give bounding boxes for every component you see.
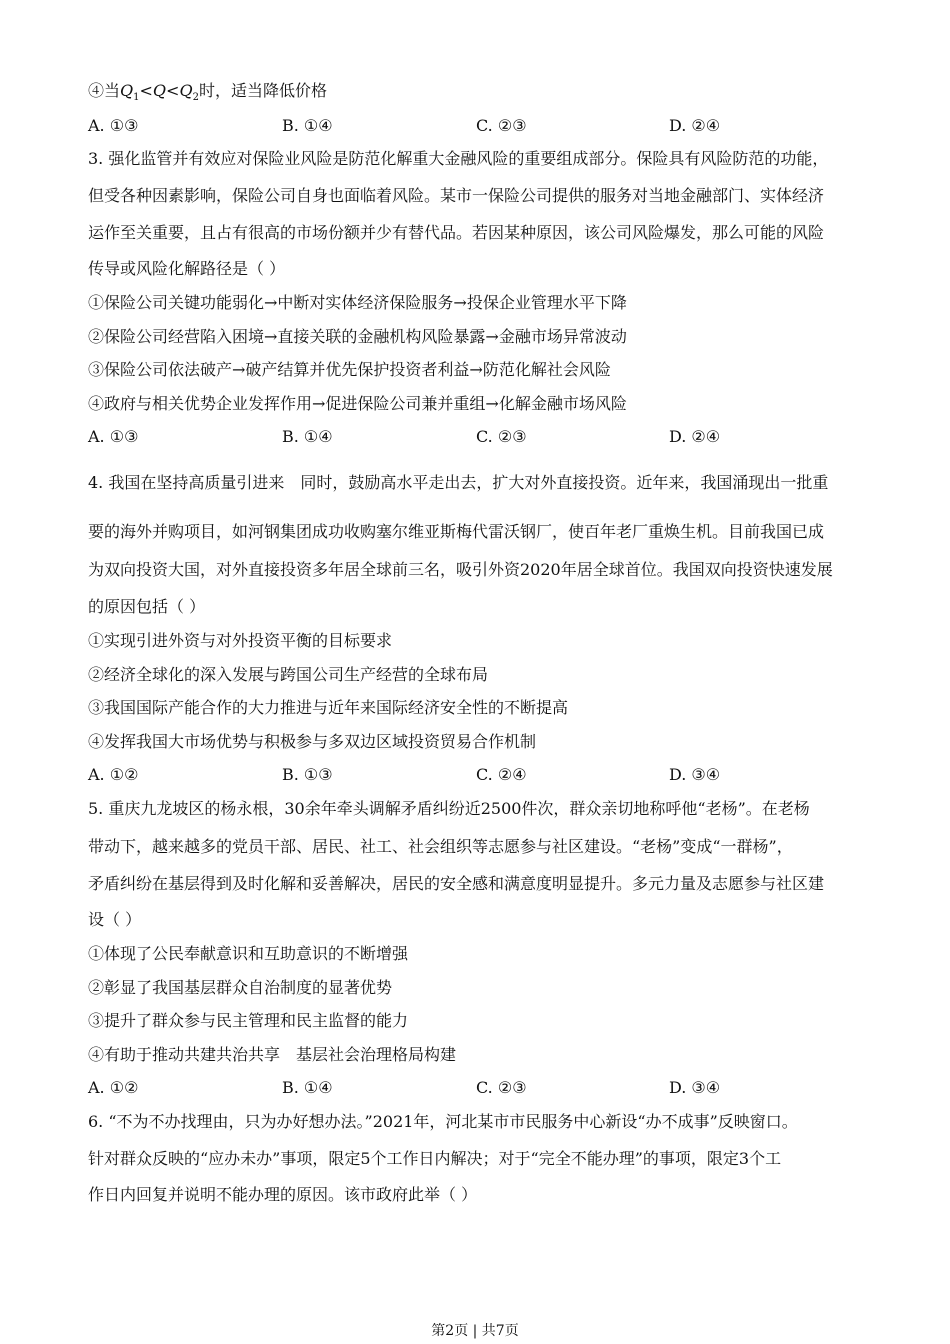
question-3-line-1: 3. 强化监管并有效应对保险业风险是防范化解重大金融风险的重要组成部分。保险具有风险防范的功能， <box>88 149 829 168</box>
option-c: C. ②③ <box>476 427 527 446</box>
question-5-line-3: 矛盾纠纷在基层得到及时化解和妥善解决，居民的安全感和满意度明显提升。多元力量及志愿参与社区建 <box>88 874 825 893</box>
question-4-line-3: 为双向投资大国，对外直接投资多年居全球前三名，吸引外资2020年居全球首位。我国双向投资快速发展 <box>88 560 833 579</box>
question-6-line-1: 6. “不为不办找理由，只为办好想办法。”2021年，河北某市市民服务中心新设“办不成事”反映窗口。 <box>88 1112 798 1131</box>
question-6-line-2: 针对群众反映的“应办未办”事项，限定5个工作日内解决；对于“完全不能办理”的事项，限定3个工 <box>88 1149 782 1168</box>
q3-statement-1: ①保险公司关键功能弱化→中断对实体经济保险服务→投保企业管理水平下降 <box>88 293 627 312</box>
question-6-line-3: 作日内回复并说明不能办理的原因。该市政府此举（ ） <box>88 1185 478 1204</box>
statement-4: ④当$Q_1<Q<Q_2$时，适当降低价格 <box>88 81 327 104</box>
options-q2 <box>88 115 863 137</box>
options-q3 <box>88 426 863 448</box>
page-footer: 第2页 | 共7页 <box>431 1323 519 1339</box>
option-c: C. ②③ <box>476 116 527 135</box>
question-3-line-3: 运作至关重要，且占有很高的市场份额并少有替代品。若因某种原因，该公司风险爆发，那么可能的风险 <box>88 223 825 242</box>
question-3-line-2: 但受各种因素影响，保险公司自身也面临着风险。某市一保险公司提供的服务对当地金融部门、实体经济 <box>88 186 825 205</box>
option-a: A. ①② <box>88 1078 139 1097</box>
option-c: C. ②③ <box>476 1078 527 1097</box>
option-d: D. ②④ <box>669 427 721 446</box>
option-d: D. ③④ <box>669 1078 721 1097</box>
q5-statement-1: ①体现了公民奉献意识和互助意识的不断增强 <box>88 944 409 963</box>
option-d: D. ③④ <box>669 765 721 784</box>
options-q5 <box>88 1077 863 1099</box>
question-3-line-4: 传导或风险化解路径是（ ） <box>88 259 286 278</box>
question-5-line-2: 带动下，越来越多的党员干部、居民、社工、社会组织等志愿参与社区建设。“老杨”变成“一群杨”， <box>88 837 793 856</box>
option-a: A. ①② <box>88 765 139 784</box>
option-d: D. ②④ <box>669 116 721 135</box>
q5-statement-2: ②彰显了我国基层群众自治制度的显著优势 <box>88 978 393 997</box>
q3-statement-3: ③保险公司依法破产→破产结算并优先保护投资者利益→防范化解社会风险 <box>88 360 611 379</box>
q5-statement-4: ④有助于推动共建共治共享 基层社会治理格局构建 <box>88 1045 457 1064</box>
option-a: A. ①③ <box>88 427 139 446</box>
q3-statement-2: ②保险公司经营陷入困境→直接关联的金融机构风险暴露→金融市场异常波动 <box>88 327 627 346</box>
option-b: B. ①③ <box>282 765 333 784</box>
q4-statement-1: ①实现引进外资与对外投资平衡的目标要求 <box>88 631 393 650</box>
q4-statement-2: ②经济全球化的深入发展与跨国公司生产经营的全球布局 <box>88 665 489 684</box>
q5-statement-3: ③提升了群众参与民主管理和民主监督的能力 <box>88 1011 409 1030</box>
question-4-line-4: 的原因包括（ ） <box>88 597 206 616</box>
question-4-line-1: 4. 我国在坚持高质量引进来 同时，鼓励高水平走出去，扩大对外直接投资。近年来，我国涌现出一批重 <box>88 473 829 492</box>
option-b: B. ①④ <box>282 427 333 446</box>
option-b: B. ①④ <box>282 1078 333 1097</box>
options-q4 <box>88 764 863 786</box>
question-5-line-1: 5. 重庆九龙坡区的杨永根，30余年牵头调解矛盾纠纷近2500件次，群众亲切地称呼他“老杨”。在老杨 <box>88 799 810 818</box>
option-b: B. ①④ <box>282 116 333 135</box>
question-4-line-2: 要的海外并购项目，如河钢集团成功收购塞尔维亚斯梅代雷沃钢厂，使百年老厂重焕生机。目前我国已成 <box>88 522 825 541</box>
q3-statement-4: ④政府与相关优势企业发挥作用→促进保险公司兼并重组→化解金融市场风险 <box>88 394 627 413</box>
option-c: C. ②④ <box>476 765 527 784</box>
option-a: A. ①③ <box>88 116 139 135</box>
q4-statement-3: ③我国国际产能合作的大力推进与近年来国际经济安全性的不断提高 <box>88 698 569 717</box>
question-5-line-4: 设（ ） <box>88 910 142 929</box>
q4-statement-4: ④发挥我国大市场优势与积极参与多双边区域投资贸易合作机制 <box>88 732 537 751</box>
